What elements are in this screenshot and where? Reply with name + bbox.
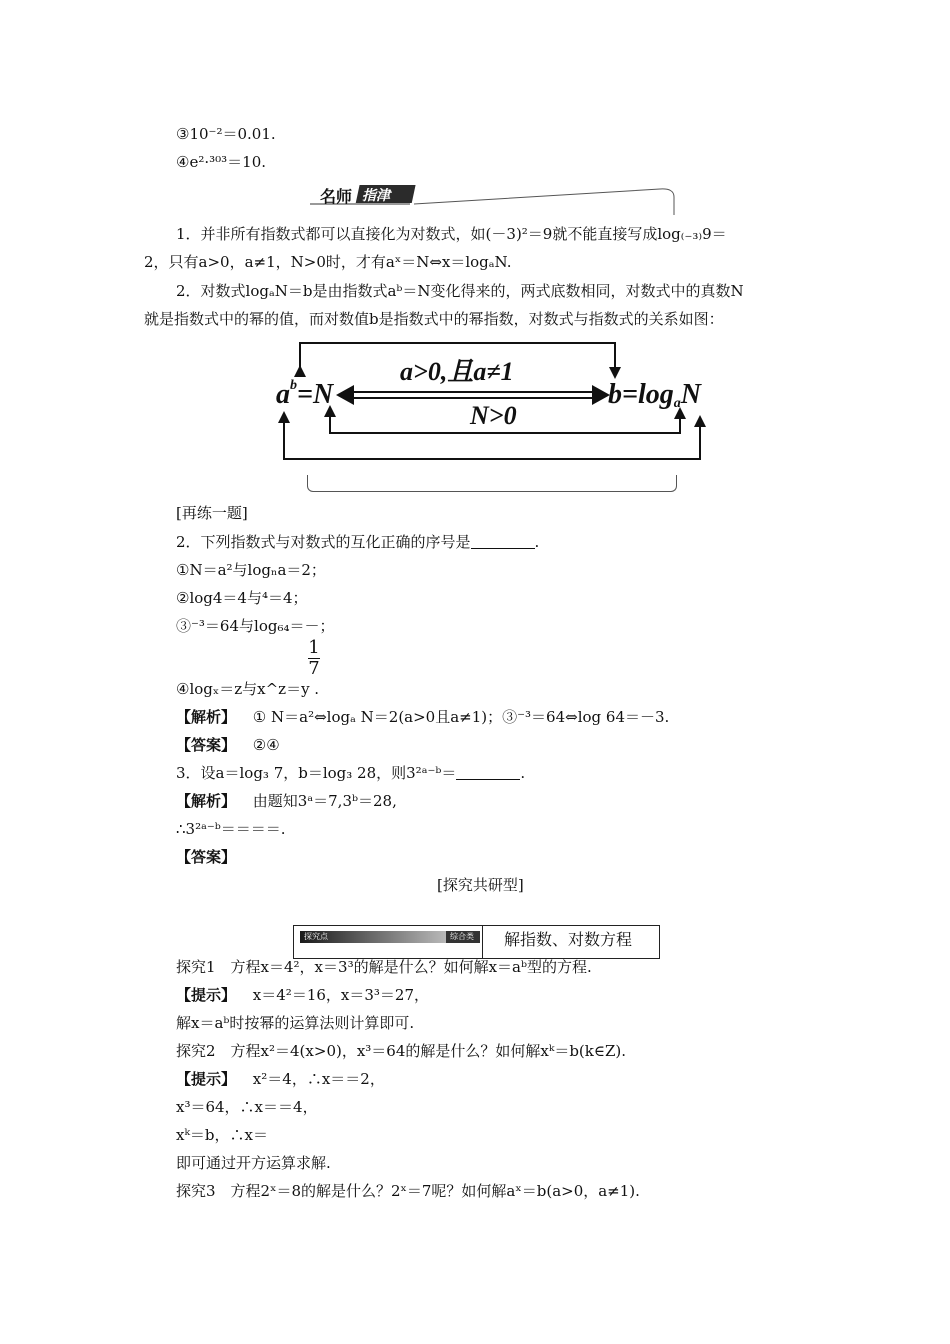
- option-4: ④logₓ＝z与x^z＝y .: [176, 680, 320, 698]
- explore-bar-left-label: 探究点: [304, 932, 328, 941]
- line-example-3: ③10⁻²＝0.01.: [176, 125, 276, 143]
- explore-1-hint: [176, 985, 429, 1005]
- tip-label-left: 名师: [320, 187, 353, 206]
- question-2-end: .: [534, 533, 540, 551]
- explore-3: 探究3 方程2ˣ＝8的解是什么？2ˣ＝7呢？如何解aˣ＝b(a>0，a≠1).: [176, 1182, 640, 1200]
- answer-1-text: ②④: [252, 736, 280, 754]
- question-3-text: 3．设a＝log₃ 7，b＝log₃ 28，则3²ᵃ⁻ᵇ＝: [176, 764, 457, 782]
- section-title: [探究共研型]: [437, 876, 524, 894]
- diagram-top-condition: a>0,且a≠1: [400, 357, 514, 386]
- answer-1: [176, 735, 280, 755]
- analysis-1-text: ① N＝a²⇔logₐ N＝2(a>0且a≠1)；③⁻³＝64⇔log 64＝－3.: [252, 708, 670, 726]
- tip-label-right: 指津: [362, 188, 390, 204]
- diagram-left-rest: =N: [297, 379, 334, 410]
- tip-1-line-a: 1．并非所有指数式都可以直接化为对数式，如(－3)²＝9就不能直接写成log₍₋₃₎9＝: [176, 225, 727, 243]
- question-3-end: .: [520, 764, 526, 782]
- answer-2-label: 【答案】: [176, 848, 237, 866]
- diagram-left-base: a: [276, 379, 290, 410]
- relation-diagram: [270, 335, 720, 465]
- explore-1: 探究1 方程x＝4²，x＝3³的解是什么？如何解x＝aᵇ型的方程.: [176, 958, 592, 976]
- diagram-right-sub: a: [673, 396, 681, 411]
- question-2-text: 2．下列指数式与对数式的互化正确的序号是: [176, 533, 471, 551]
- explore-1-hint-label: 【提示】: [176, 986, 237, 1004]
- diagram-right-N: N: [680, 379, 701, 410]
- answer-1-label: 【答案】: [176, 736, 237, 754]
- explore-divider: [482, 926, 483, 958]
- question-3-blank: [456, 765, 520, 780]
- tip-2-line-b: 就是指数式中的幂的值，而对数值b是指数式中的幂指数，对数式与指数式的关系如图：: [144, 310, 724, 328]
- fraction-one-seventh: [307, 638, 321, 679]
- explore-2-hint-2: x³＝64，∴x＝＝4，: [176, 1098, 318, 1116]
- diagram-left-exp: b: [290, 378, 297, 393]
- question-2: [176, 532, 539, 552]
- explore-2-hint: [176, 1069, 385, 1089]
- option-1: ①N＝a²与logₙa＝2；: [176, 561, 326, 579]
- tip-header: [310, 183, 675, 215]
- analysis-1-label: 【解析】: [176, 708, 237, 726]
- explore-topic-box: [293, 925, 660, 959]
- practice-header: [再练一题]: [176, 504, 248, 522]
- analysis-2-label: 【解析】: [176, 792, 237, 810]
- diagram-bottom-bracket: [307, 475, 677, 492]
- option-3: ③⁻³＝64与log₆₄＝－；: [176, 617, 335, 635]
- explore-2-hint-text: x²＝4，∴x＝＝2，: [252, 1070, 385, 1088]
- diagram-right-b: b=log: [608, 379, 674, 410]
- option-2: ②log4＝4与⁴＝4；: [176, 589, 308, 607]
- explore-2-hint-4: 即可通过开方运算求解.: [176, 1154, 331, 1172]
- therefore-line: ∴3²ᵃ⁻ᵇ＝＝＝＝.: [176, 820, 286, 838]
- explore-2-hint-label: 【提示】: [176, 1070, 237, 1088]
- explore-bar-right: [446, 931, 480, 943]
- explore-2: 探究2 方程x²＝4(x>0)，x³＝64的解是什么？如何解xᵏ＝b(k∈Z).: [176, 1042, 627, 1060]
- diagram-bottom-condition: N>0: [470, 401, 517, 430]
- explore-bar-right-label: 综合类: [450, 932, 474, 941]
- explore-1-hint-text: x＝4²＝16，x＝3³＝27，: [252, 986, 430, 1004]
- explore-2-hint-3: xᵏ＝b，∴x＝: [176, 1126, 268, 1144]
- line-example-4: ④e²·³⁰³＝10.: [176, 153, 267, 171]
- question-3: [176, 763, 525, 783]
- fraction-denominator: 7: [308, 658, 320, 679]
- analysis-2: [176, 791, 397, 811]
- tip-1-line-b: 2，只有a>0，a≠1，N>0时，才有aˣ＝N⇔x＝logₐN.: [144, 253, 512, 271]
- explore-1-hint-2: 解x＝aᵇ时按幂的运算法则计算即可.: [176, 1014, 415, 1032]
- tip-2-line-a: 2．对数式logₐN＝b是由指数式aᵇ＝N变化得来的，两式底数相同，对数式中的真数N: [176, 282, 744, 300]
- fraction-numerator: 1: [308, 637, 320, 658]
- analysis-1: [176, 707, 669, 727]
- question-2-blank: [471, 534, 535, 549]
- explore-topic-title: 解指数、对数方程: [504, 930, 633, 949]
- diagram-right-expression: [608, 380, 701, 410]
- diagram-left-expression: [276, 380, 333, 410]
- analysis-2-text: 由题知3ᵃ＝7,3ᵇ＝28,: [252, 792, 397, 810]
